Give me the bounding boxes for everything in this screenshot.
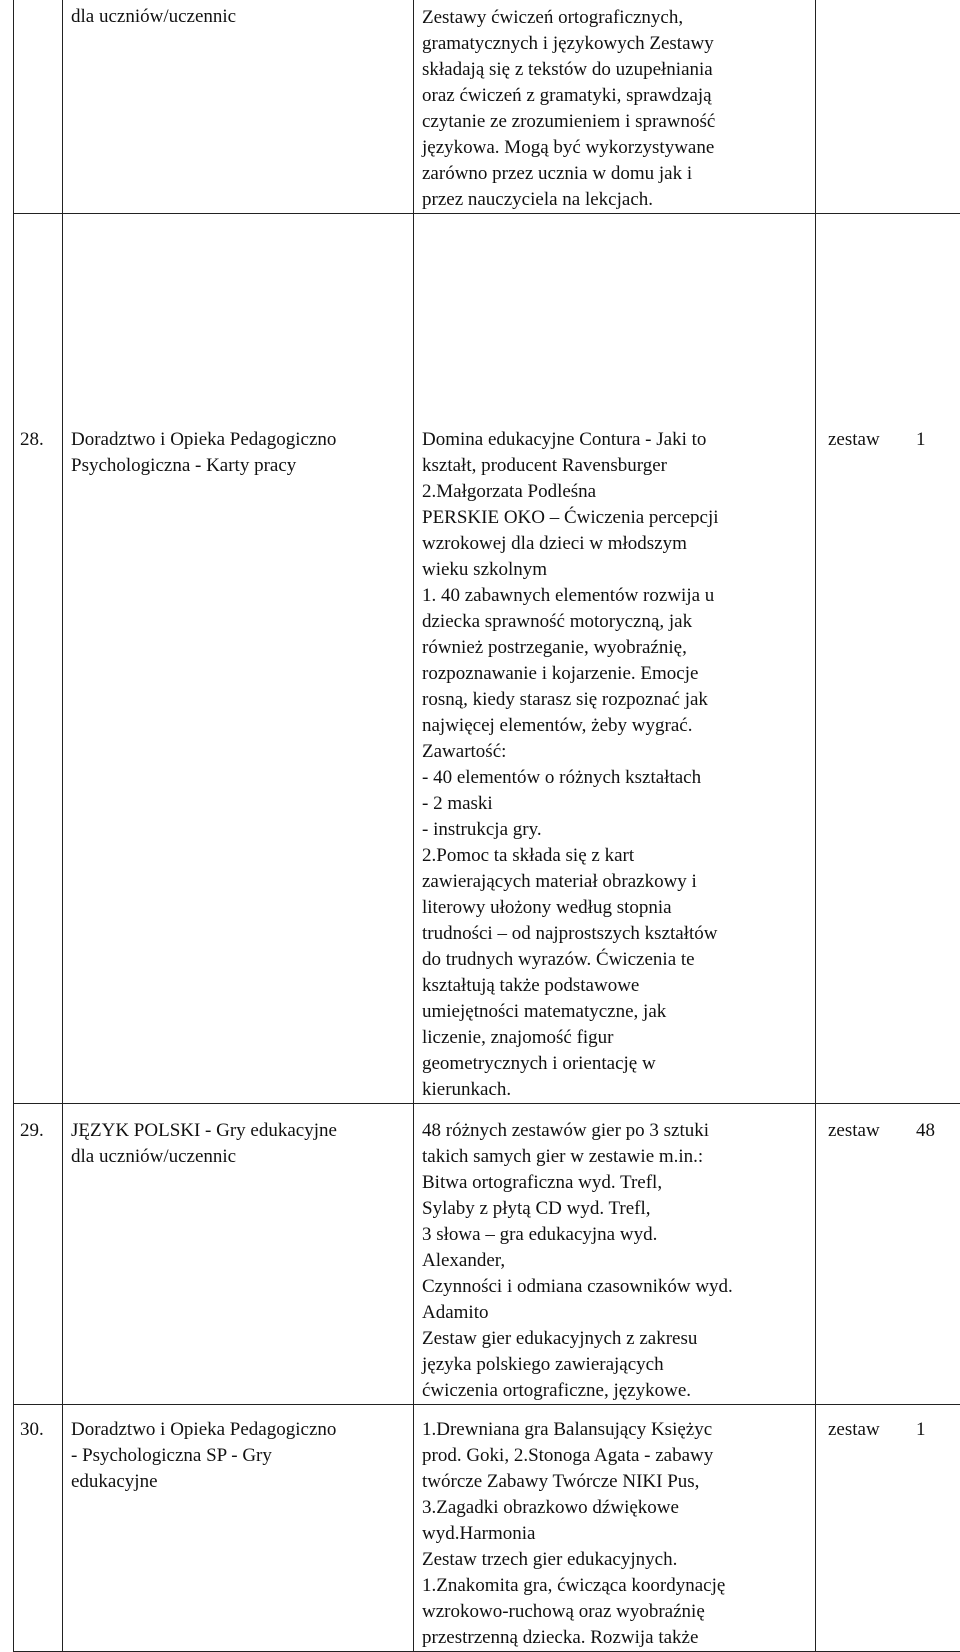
item-name-line: edukacyjne	[71, 1469, 403, 1495]
description-line: 1. 40 zabawnych elementów rozwija u	[422, 583, 805, 609]
description-line: - 40 elementów o różnych kształtach	[422, 765, 805, 791]
description-line: 3.Zagadki obrazkowo dźwiękowe	[422, 1495, 805, 1521]
description-line: literowy ułożony według stopnia	[422, 895, 805, 921]
row-number: 28.	[14, 214, 63, 1104]
offer-table	[13, 0, 960, 1652]
table-row	[14, 214, 960, 1104]
description-line: wzrokowo-ruchową oraz wyobraźnię	[422, 1599, 805, 1625]
row-number: 29.	[14, 1104, 63, 1405]
description-line: gramatycznych i językowych Zestawy	[422, 31, 805, 57]
description-line: przestrzenną dziecka. Rozwija także	[422, 1625, 805, 1651]
description-line: 3 słowa – gra edukacyjna wyd.	[422, 1222, 805, 1248]
quantity: 1	[916, 1417, 926, 1443]
description-line: wzrokowej dla dzieci w młodszym	[422, 531, 805, 557]
description-line: Bitwa ortograficzna wyd. Trefl,	[422, 1170, 805, 1196]
item-name	[63, 0, 414, 214]
item-name-line: Psychologiczna - Karty pracy	[71, 453, 403, 479]
description-line: 2.Pomoc ta składa się z kart	[422, 843, 805, 869]
description-line: trudności – od najprostszych kształtów	[422, 921, 805, 947]
unit-label: zestaw	[828, 1417, 916, 1443]
quantity: 48	[916, 1118, 935, 1144]
description-line: kształt, producent Ravensburger	[422, 453, 805, 479]
description-line: Zestaw gier edukacyjnych z zakresu	[422, 1326, 805, 1352]
description-line: takich samych gier w zestawie m.in.:	[422, 1144, 805, 1170]
item-unit-qty	[816, 1104, 960, 1405]
item-description	[414, 1405, 816, 1652]
item-name-line: Doradztwo i Opieka Pedagogiczno	[71, 427, 403, 453]
description-line: liczenie, znajomość figur	[422, 1025, 805, 1051]
item-name	[63, 214, 414, 1104]
description-line: językowa. Mogą być wykorzystywane	[422, 135, 805, 161]
item-name-line: dla uczniów/uczennic	[71, 1144, 403, 1170]
description-line: - instrukcja gry.	[422, 817, 805, 843]
description-line: kształtują także podstawowe	[422, 973, 805, 999]
item-unit-qty	[816, 214, 960, 1104]
description-line: 1.Drewniana gra Balansujący Księżyc	[422, 1417, 805, 1443]
description-line: Czynności i odmiana czasowników wyd.	[422, 1274, 805, 1300]
description-line: najwięcej elementów, żeby wygrać.	[422, 713, 805, 739]
description-line: kierunkach.	[422, 1077, 805, 1103]
description-line: języka polskiego zawierających	[422, 1352, 805, 1378]
description-line: do trudnych wyrazów. Ćwiczenia te	[422, 947, 805, 973]
row-number: 30.	[14, 1405, 63, 1652]
description-line: 2.Małgorzata Podleśna	[422, 479, 805, 505]
description-line: rosną, kiedy starasz się rozpoznać jak	[422, 687, 805, 713]
item-description	[414, 0, 816, 214]
description-line: również postrzeganie, wyobraźnię,	[422, 635, 805, 661]
description-line: Alexander,	[422, 1248, 805, 1274]
description-line: Zestawy ćwiczeń ortograficznych,	[422, 5, 805, 31]
description-line: rozpoznawanie i kojarzenie. Emocje	[422, 661, 805, 687]
description-line: - 2 maski	[422, 791, 805, 817]
description-line: prod. Goki, 2.Stonoga Agata - zabawy	[422, 1443, 805, 1469]
item-unit-qty	[816, 0, 960, 214]
description-line: Adamito	[422, 1300, 805, 1326]
description-line: Sylaby z płytą CD wyd. Trefl,	[422, 1196, 805, 1222]
item-name	[63, 1405, 414, 1652]
description-line: geometrycznych i orientację w	[422, 1051, 805, 1077]
item-description	[414, 214, 816, 1104]
row-number	[14, 0, 63, 214]
description-line: dziecka sprawność motoryczną, jak	[422, 609, 805, 635]
table-row	[14, 0, 960, 214]
item-name-line: Doradztwo i Opieka Pedagogiczno	[71, 1417, 403, 1443]
item-name-line: - Psychologiczna SP - Gry	[71, 1443, 403, 1469]
description-line: ćwiczenia ortograficzne, językowe.	[422, 1378, 805, 1404]
description-line: składają się z tekstów do uzupełniania	[422, 57, 805, 83]
description-line: przez nauczyciela na lekcjach.	[422, 187, 805, 213]
item-name-line: JĘZYK POLSKI - Gry edukacyjne	[71, 1118, 403, 1144]
description-line: 1.Znakomita gra, ćwicząca koordynację	[422, 1573, 805, 1599]
table-row	[14, 1405, 960, 1652]
description-line: Domina edukacyjne Contura - Jaki to	[422, 427, 805, 453]
description-line: oraz ćwiczeń z gramatyki, sprawdzają	[422, 83, 805, 109]
unit-label: zestaw	[828, 427, 916, 453]
item-name	[63, 1104, 414, 1405]
description-line: twórcze Zabawy Twórcze NIKI Pus,	[422, 1469, 805, 1495]
item-description	[414, 1104, 816, 1405]
description-line: Zawartość:	[422, 739, 805, 765]
table-row	[14, 1104, 960, 1405]
description-line: 48 różnych zestawów gier po 3 sztuki	[422, 1118, 805, 1144]
description-line: Zestaw trzech gier edukacyjnych.	[422, 1547, 805, 1573]
quantity: 1	[916, 427, 926, 453]
description-line: zawierających materiał obrazkowy i	[422, 869, 805, 895]
unit-label: zestaw	[828, 1118, 916, 1144]
description-line: wieku szkolnym	[422, 557, 805, 583]
description-line: zarówno przez ucznia w domu jak i	[422, 161, 805, 187]
description-line: czytanie ze zrozumieniem i sprawność	[422, 109, 805, 135]
description-line: umiejętności matematyczne, jak	[422, 999, 805, 1025]
item-name-line: dla uczniów/uczennic	[71, 4, 403, 30]
description-line: wyd.Harmonia	[422, 1521, 805, 1547]
description-line: PERSKIE OKO – Ćwiczenia percepcji	[422, 505, 805, 531]
item-unit-qty	[816, 1405, 960, 1652]
